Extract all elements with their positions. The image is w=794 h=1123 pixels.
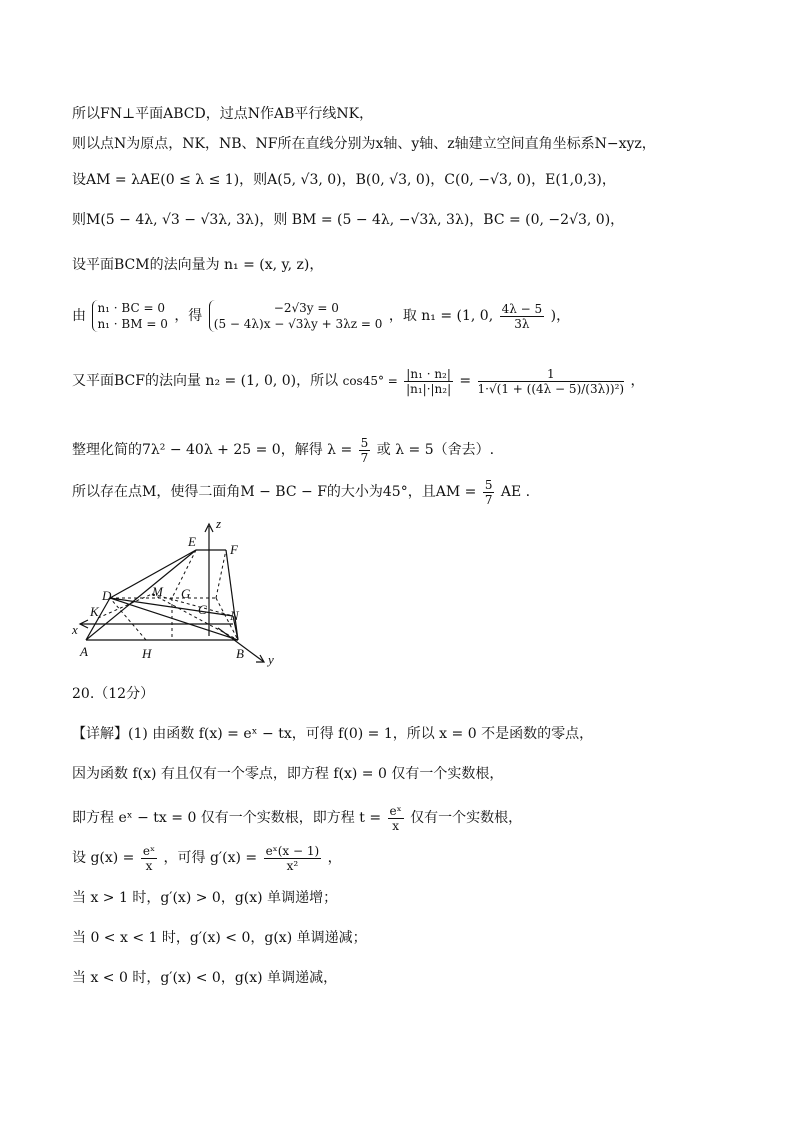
fraction-d3-den: x <box>392 818 400 833</box>
fraction-d4-a <box>141 844 157 873</box>
label-K: K <box>90 604 99 619</box>
text-line-6 <box>72 296 570 336</box>
l7-cos: cos45° = <box>342 374 398 388</box>
question-20-header: 20.（12分） <box>72 686 155 702</box>
l6-end: )， <box>550 308 571 324</box>
fraction-d3 <box>388 804 404 833</box>
system-2 <box>209 300 383 332</box>
text-line-7 <box>72 358 645 404</box>
l9-post: AE . <box>500 484 531 500</box>
label-E: E <box>188 534 196 549</box>
fraction-l6-den: 3λ <box>514 316 530 331</box>
system-1-row-1: n₁ · BC = 0 <box>97 301 165 315</box>
label-D: D <box>102 588 112 603</box>
d4-mid: ，可得 g′(x) = <box>163 850 258 866</box>
d3-post: 仅有一个实数根， <box>410 810 523 826</box>
l8-post: 或 λ = 5（舍去）. <box>376 442 495 458</box>
fraction-l7-a <box>404 367 453 396</box>
system-1-row-2: n₁ · BM = 0 <box>97 317 168 331</box>
d4-end: ， <box>327 850 342 866</box>
l6-mid: ，得 <box>174 308 203 324</box>
text-line-9 <box>72 474 530 510</box>
l6-pre: 由 <box>72 308 86 324</box>
label-F: F <box>230 542 238 557</box>
fraction-l7-b-den: 1·√(1 + ((4λ − 5)/(3λ))²) <box>477 381 625 396</box>
detail-line-6: 当 0 < x < 1 时，g′(x) < 0，g(x) 单调递减； <box>72 930 367 946</box>
label-G: G <box>181 586 191 601</box>
geometry-figure <box>68 516 288 676</box>
l6-post: ，取 n₁ = (1, 0, <box>388 308 498 324</box>
fraction-d4-b-den: x² <box>286 858 299 873</box>
label-N: N <box>230 608 239 623</box>
l8-pre: 整理化简的7λ² − 40λ + 25 = 0，解得 λ = <box>72 442 353 458</box>
label-x: x <box>72 622 78 637</box>
l9-pre: 所以存在点M，使得二面角M − BC − F的大小为45°，且AM = <box>72 484 477 500</box>
d3-pre: 即方程 eˣ − tx = 0 仅有一个实数根，即方程 t = <box>72 810 382 826</box>
fraction-l6 <box>500 302 545 331</box>
l7-end: ， <box>630 373 645 389</box>
l7-pre: 又平面BCF的法向量 n₂ = (1, 0, 0)，所以 <box>72 373 339 389</box>
system-2-row-1: −2√3y = 0 <box>273 301 339 315</box>
text-line-8 <box>72 432 494 468</box>
fraction-l7-b-num: 1 <box>478 367 625 382</box>
detail-line-3 <box>72 800 522 836</box>
edge-FB <box>226 550 238 640</box>
fraction-l6-num: 4λ − 5 <box>501 301 543 316</box>
label-C: C <box>198 602 207 617</box>
detail-line-4 <box>72 840 342 876</box>
text-line-5: 设平面BCM的法向量为 n₁ = (x, y, z)， <box>72 257 324 273</box>
text-line-4: 则M(5 − 4λ, √3 − √3λ, 3λ)，则 BM = (5 − 4λ, −√3λ, 3λ)，BC = (0, −2√3, 0)， <box>72 212 625 228</box>
detail-line-1: 【详解】(1) 由函数 f(x) = eˣ − tx，可得 f(0) = 1，所以 x = 0 不是函数的零点， <box>72 726 594 742</box>
dashed-MN <box>152 594 233 616</box>
detail-line-7: 当 x < 0 时，g′(x) < 0，g(x) 单调递减， <box>72 970 338 986</box>
text-line-3: 设AM = λAE(0 ≤ λ ≤ 1)，则A(5, √3, 0)，B(0, √3, 0)，C(0, −√3, 0)，E(1,0,3)， <box>72 172 616 188</box>
fraction-l7-b <box>478 367 625 396</box>
label-H: H <box>142 646 152 661</box>
dashed-CF <box>216 550 226 598</box>
fraction-d4-b-num: eˣ(x − 1) <box>265 843 320 858</box>
label-z: z <box>216 516 222 531</box>
l7-eq: = <box>459 373 472 389</box>
fraction-l8-den: 7 <box>360 450 369 465</box>
fraction-d4-a-den: x <box>145 858 153 873</box>
fraction-l9 <box>483 478 495 507</box>
fraction-l7-a-num: |n₁ · n₂| <box>406 366 451 381</box>
fraction-d4-a-num: eˣ <box>142 843 156 858</box>
fraction-l8-num: 5 <box>360 435 369 450</box>
fraction-l9-num: 5 <box>484 477 493 492</box>
text-line-1: 所以FN⊥平面ABCD，过点N作AB平行线NK， <box>72 106 374 122</box>
system-1 <box>92 300 167 332</box>
fraction-d3-num: eˣ <box>389 803 402 818</box>
system-2-row-2: (5 − 4λ)x − √3λy + 3λz = 0 <box>213 317 383 331</box>
label-y: y <box>268 652 274 667</box>
fraction-l9-den: 7 <box>484 492 493 507</box>
label-B: B <box>236 646 244 661</box>
d4-pre: 设 g(x) = <box>72 850 135 866</box>
fraction-l7-a-den: |n₁|·|n₂| <box>406 381 452 396</box>
label-M: M <box>152 584 163 599</box>
text-line-2: 则以点N为原点，NK，NB、NF所在直线分别为x轴、y轴、z轴建立空间直角坐标系N−xyz， <box>72 136 656 152</box>
fraction-d4-b <box>264 844 322 873</box>
detail-line-5: 当 x > 1 时，g′(x) > 0，g(x) 单调递增； <box>72 890 338 906</box>
fraction-l8 <box>359 436 371 465</box>
detail-line-2: 因为函数 f(x) 有且仅有一个零点，即方程 f(x) = 0 仅有一个实数根， <box>72 766 504 782</box>
label-A: A <box>80 644 88 659</box>
